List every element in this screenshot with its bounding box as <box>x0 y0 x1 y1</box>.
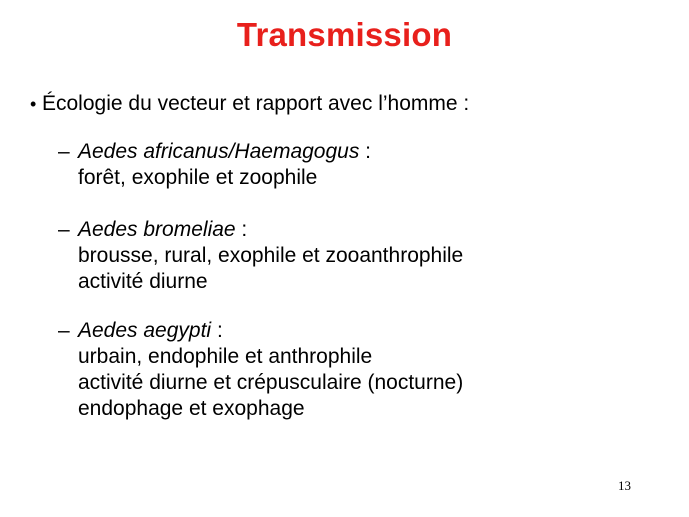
slide-title: Transmission <box>236 16 453 53</box>
sub-item-aedes-africanus <box>58 139 371 191</box>
description-line: urbain, endophile et anthrophile <box>78 345 373 368</box>
species-suffix: : <box>359 140 372 163</box>
description-line: brousse, rural, exophile et zooanthrophile <box>78 244 464 267</box>
dash-marker: – <box>58 218 70 241</box>
description-line: activité diurne <box>78 270 208 293</box>
description-line: endophage et exophage <box>78 397 305 420</box>
sub-item-aedes-aegypti <box>58 318 463 422</box>
sub-item-heading <box>58 217 463 243</box>
description-line: activité diurne et crépusculaire (nocturne) <box>78 371 464 394</box>
species-name: Aedes aegypti <box>78 319 212 342</box>
dash-marker: – <box>58 140 70 163</box>
species-suffix: : <box>211 319 223 342</box>
species-name: Aedes africanus/Haemagogus <box>78 140 360 163</box>
sub-item-aedes-bromeliae <box>58 217 463 295</box>
bullet-marker: • <box>30 94 37 114</box>
species-suffix: : <box>235 218 248 241</box>
sub-item-heading <box>58 139 371 165</box>
dash-marker: – <box>58 319 70 342</box>
main-bullet-text: Écologie du vecteur et rapport avec l’homme : <box>42 92 470 115</box>
sub-item-heading <box>58 318 463 344</box>
page-number: 13 <box>618 478 631 493</box>
species-name: Aedes bromeliae <box>78 218 236 241</box>
description-line: forêt, exophile et zoophile <box>78 166 318 189</box>
main-bullet <box>30 91 469 117</box>
